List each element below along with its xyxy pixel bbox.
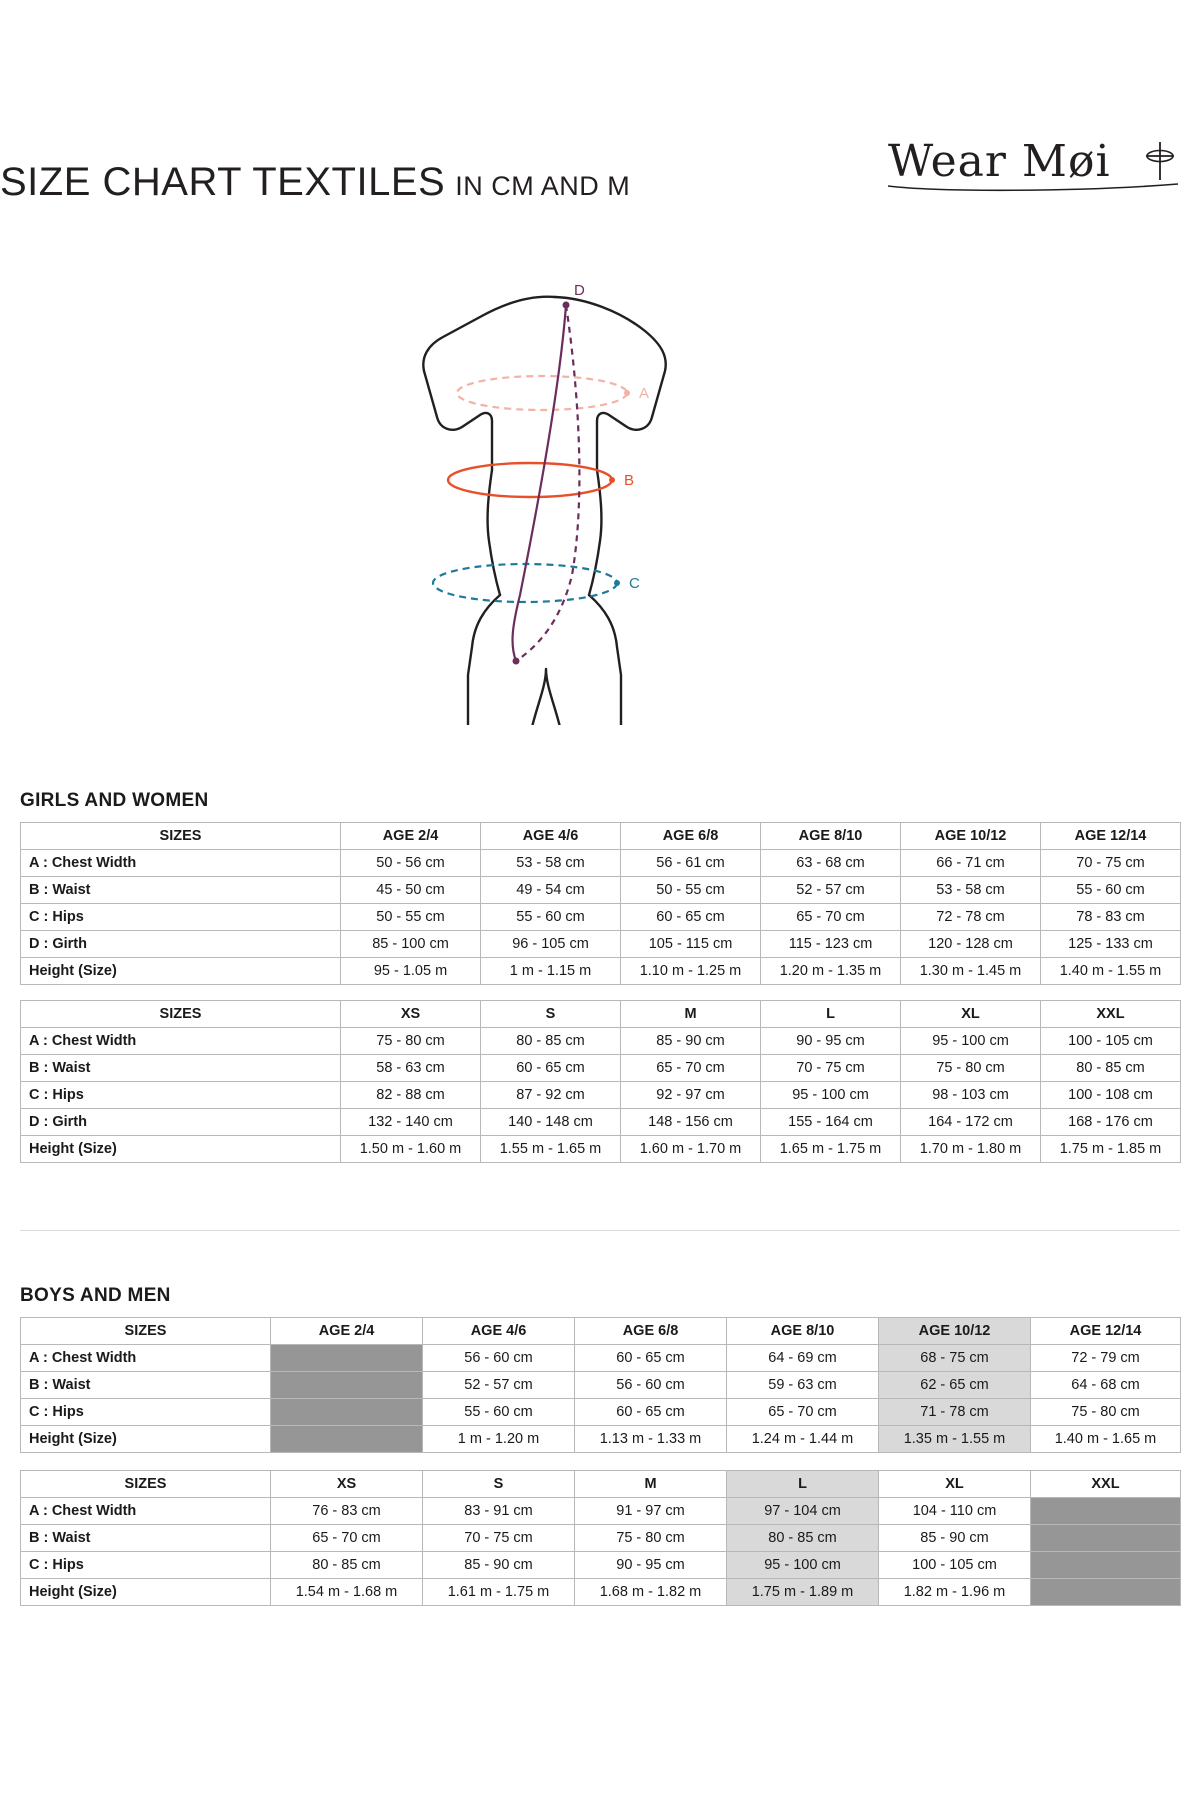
table-cell: 71 - 78 cm bbox=[879, 1399, 1031, 1426]
table-cell: 164 - 172 cm bbox=[901, 1109, 1041, 1136]
table-cell: 168 - 176 cm bbox=[1041, 1109, 1181, 1136]
table-row bbox=[21, 1372, 1181, 1399]
col-header: AGE 4/6 bbox=[481, 823, 621, 850]
col-header: AGE 4/6 bbox=[423, 1318, 575, 1345]
table-cell-empty bbox=[1031, 1579, 1181, 1606]
table-cell: 64 - 69 cm bbox=[727, 1345, 879, 1372]
col-header: AGE 12/14 bbox=[1041, 823, 1181, 850]
table-cell: 97 - 104 cm bbox=[727, 1498, 879, 1525]
table-row bbox=[21, 1399, 1181, 1426]
table-cell-empty bbox=[271, 1372, 423, 1399]
table-cell: 1.30 m - 1.45 m bbox=[901, 958, 1041, 985]
row-label: D : Girth bbox=[21, 1109, 341, 1136]
table-cell: 85 - 90 cm bbox=[879, 1525, 1031, 1552]
row-label: A : Chest Width bbox=[21, 850, 341, 877]
col-header: XXL bbox=[1041, 1001, 1181, 1028]
table-cell: 80 - 85 cm bbox=[1041, 1055, 1181, 1082]
table-cell: 50 - 55 cm bbox=[341, 904, 481, 931]
table-row bbox=[21, 1525, 1181, 1552]
col-header: AGE 6/8 bbox=[575, 1318, 727, 1345]
waist-label-b: B bbox=[624, 472, 635, 489]
table-row bbox=[21, 1028, 1181, 1055]
table-cell: 65 - 70 cm bbox=[761, 904, 901, 931]
page-title-sub: IN CM AND M bbox=[455, 171, 631, 201]
col-header: SIZES bbox=[21, 1471, 271, 1498]
table-cell: 59 - 63 cm bbox=[727, 1372, 879, 1399]
table-cell: 53 - 58 cm bbox=[481, 850, 621, 877]
col-header: AGE 10/12 bbox=[901, 823, 1041, 850]
table-cell: 100 - 105 cm bbox=[1041, 1028, 1181, 1055]
table-cell: 63 - 68 cm bbox=[761, 850, 901, 877]
body-diagram bbox=[0, 265, 1200, 725]
table-cell: 68 - 75 cm bbox=[879, 1345, 1031, 1372]
col-header: SIZES bbox=[21, 1001, 341, 1028]
logo-flourish-icon bbox=[878, 130, 1200, 210]
table-row bbox=[21, 958, 1181, 985]
table-cell: 60 - 65 cm bbox=[481, 1055, 621, 1082]
table-cell-empty bbox=[271, 1426, 423, 1453]
table-cell: 95 - 100 cm bbox=[727, 1552, 879, 1579]
table-cell: 75 - 80 cm bbox=[901, 1055, 1041, 1082]
table-cell: 148 - 156 cm bbox=[621, 1109, 761, 1136]
table-cell: 64 - 68 cm bbox=[1031, 1372, 1181, 1399]
table-row bbox=[21, 1136, 1181, 1163]
row-label: C : Hips bbox=[21, 1552, 271, 1579]
table-cell: 76 - 83 cm bbox=[271, 1498, 423, 1525]
table-row bbox=[21, 1082, 1181, 1109]
table-cell: 62 - 65 cm bbox=[879, 1372, 1031, 1399]
table-cell: 95 - 1.05 m bbox=[341, 958, 481, 985]
table-cell: 72 - 79 cm bbox=[1031, 1345, 1181, 1372]
col-header: AGE 2/4 bbox=[341, 823, 481, 850]
table-cell: 1.75 m - 1.89 m bbox=[727, 1579, 879, 1606]
page-header bbox=[0, 136, 1200, 230]
table-row bbox=[21, 1426, 1181, 1453]
table-row bbox=[21, 904, 1181, 931]
table-cell: 85 - 100 cm bbox=[341, 931, 481, 958]
table-cell: 1 m - 1.20 m bbox=[423, 1426, 575, 1453]
table-cell: 80 - 85 cm bbox=[481, 1028, 621, 1055]
table-cell: 1.40 m - 1.55 m bbox=[1041, 958, 1181, 985]
row-label: B : Waist bbox=[21, 1055, 341, 1082]
table-cell: 1.24 m - 1.44 m bbox=[727, 1426, 879, 1453]
table-cell: 70 - 75 cm bbox=[423, 1525, 575, 1552]
col-header: L bbox=[761, 1001, 901, 1028]
row-label: Height (Size) bbox=[21, 958, 341, 985]
col-header: XS bbox=[271, 1471, 423, 1498]
col-header: XL bbox=[901, 1001, 1041, 1028]
col-header: XL bbox=[879, 1471, 1031, 1498]
table-cell: 1.70 m - 1.80 m bbox=[901, 1136, 1041, 1163]
table-cell: 125 - 133 cm bbox=[1041, 931, 1181, 958]
section-divider bbox=[20, 1230, 1180, 1231]
table-cell: 1.10 m - 1.25 m bbox=[621, 958, 761, 985]
row-label: D : Girth bbox=[21, 931, 341, 958]
table-cell: 120 - 128 cm bbox=[901, 931, 1041, 958]
table-cell: 1.75 m - 1.85 m bbox=[1041, 1136, 1181, 1163]
girth-measure-line bbox=[513, 282, 586, 665]
table-cell: 85 - 90 cm bbox=[621, 1028, 761, 1055]
table-cell: 90 - 95 cm bbox=[575, 1552, 727, 1579]
hips-label-c: C bbox=[629, 575, 640, 592]
table-cell: 75 - 80 cm bbox=[341, 1028, 481, 1055]
table-cell: 155 - 164 cm bbox=[761, 1109, 901, 1136]
col-header: AGE 10/12 bbox=[879, 1318, 1031, 1345]
row-label: A : Chest Width bbox=[21, 1498, 271, 1525]
table-cell: 100 - 105 cm bbox=[879, 1552, 1031, 1579]
table-cell: 98 - 103 cm bbox=[901, 1082, 1041, 1109]
table-cell: 56 - 60 cm bbox=[423, 1345, 575, 1372]
table-cell: 83 - 91 cm bbox=[423, 1498, 575, 1525]
col-header: AGE 8/10 bbox=[761, 823, 901, 850]
measurement-figure bbox=[0, 265, 1200, 725]
table-girls-age bbox=[20, 822, 1181, 985]
table-cell: 1.54 m - 1.68 m bbox=[271, 1579, 423, 1606]
col-header: AGE 8/10 bbox=[727, 1318, 879, 1345]
table-cell: 1.35 m - 1.55 m bbox=[879, 1426, 1031, 1453]
table-cell: 1.50 m - 1.60 m bbox=[341, 1136, 481, 1163]
chest-label-a: A bbox=[639, 385, 650, 402]
table-row bbox=[21, 1498, 1181, 1525]
hips-measure-line bbox=[433, 564, 640, 602]
row-label: A : Chest Width bbox=[21, 1345, 271, 1372]
table-cell: 115 - 123 cm bbox=[761, 931, 901, 958]
table-cell: 96 - 105 cm bbox=[481, 931, 621, 958]
table-cell: 1.82 m - 1.96 m bbox=[879, 1579, 1031, 1606]
table-cell: 1.55 m - 1.65 m bbox=[481, 1136, 621, 1163]
table-cell: 53 - 58 cm bbox=[901, 877, 1041, 904]
table-cell-empty bbox=[1031, 1525, 1181, 1552]
table-cell: 95 - 100 cm bbox=[761, 1082, 901, 1109]
section-title-girls-women: GIRLS AND WOMEN bbox=[20, 790, 209, 811]
table-cell: 95 - 100 cm bbox=[901, 1028, 1041, 1055]
brand-logo-text: Wear Møi bbox=[888, 136, 1111, 187]
table-cell: 75 - 80 cm bbox=[1031, 1399, 1181, 1426]
table-cell: 56 - 61 cm bbox=[621, 850, 761, 877]
girth-label-d: D bbox=[574, 282, 585, 299]
col-header: S bbox=[423, 1471, 575, 1498]
table-cell: 132 - 140 cm bbox=[341, 1109, 481, 1136]
row-label: C : Hips bbox=[21, 1399, 271, 1426]
row-label: C : Hips bbox=[21, 904, 341, 931]
table-cell: 60 - 65 cm bbox=[575, 1345, 727, 1372]
table-cell: 70 - 75 cm bbox=[761, 1055, 901, 1082]
row-label: Height (Size) bbox=[21, 1136, 341, 1163]
row-label: Height (Size) bbox=[21, 1426, 271, 1453]
table-cell: 45 - 50 cm bbox=[341, 877, 481, 904]
table-cell: 52 - 57 cm bbox=[423, 1372, 575, 1399]
table-row bbox=[21, 1055, 1181, 1082]
table-row bbox=[21, 877, 1181, 904]
table-cell-empty bbox=[271, 1399, 423, 1426]
table-row bbox=[21, 850, 1181, 877]
table-cell: 70 - 75 cm bbox=[1041, 850, 1181, 877]
table-cell: 85 - 90 cm bbox=[423, 1552, 575, 1579]
table-cell: 104 - 110 cm bbox=[879, 1498, 1031, 1525]
table-cell: 1.13 m - 1.33 m bbox=[575, 1426, 727, 1453]
table-header-row bbox=[21, 1001, 1181, 1028]
table-cell: 1.68 m - 1.82 m bbox=[575, 1579, 727, 1606]
col-header: AGE 6/8 bbox=[621, 823, 761, 850]
table-cell-empty bbox=[1031, 1498, 1181, 1525]
col-header: XS bbox=[341, 1001, 481, 1028]
table-row bbox=[21, 1552, 1181, 1579]
table-row bbox=[21, 1345, 1181, 1372]
table-cell: 55 - 60 cm bbox=[1041, 877, 1181, 904]
col-header: M bbox=[621, 1001, 761, 1028]
table-row bbox=[21, 1579, 1181, 1606]
table-row bbox=[21, 1109, 1181, 1136]
table-cell-empty bbox=[271, 1345, 423, 1372]
table-cell: 80 - 85 cm bbox=[271, 1552, 423, 1579]
row-label: A : Chest Width bbox=[21, 1028, 341, 1055]
table-cell-empty bbox=[1031, 1552, 1181, 1579]
row-label: B : Waist bbox=[21, 877, 341, 904]
table-cell: 56 - 60 cm bbox=[575, 1372, 727, 1399]
table-cell: 1.65 m - 1.75 m bbox=[761, 1136, 901, 1163]
table-cell: 72 - 78 cm bbox=[901, 904, 1041, 931]
col-header: M bbox=[575, 1471, 727, 1498]
table-header-row bbox=[21, 1471, 1181, 1498]
row-label: B : Waist bbox=[21, 1525, 271, 1552]
col-header: SIZES bbox=[21, 823, 341, 850]
col-header: XXL bbox=[1031, 1471, 1181, 1498]
col-header: L bbox=[727, 1471, 879, 1498]
table-cell: 65 - 70 cm bbox=[621, 1055, 761, 1082]
table-cell: 1.60 m - 1.70 m bbox=[621, 1136, 761, 1163]
table-boys-age bbox=[20, 1317, 1181, 1453]
table-row bbox=[21, 931, 1181, 958]
row-label: B : Waist bbox=[21, 1372, 271, 1399]
col-header: SIZES bbox=[21, 1318, 271, 1345]
table-cell: 49 - 54 cm bbox=[481, 877, 621, 904]
table-cell: 1.40 m - 1.65 m bbox=[1031, 1426, 1181, 1453]
table-cell: 92 - 97 cm bbox=[621, 1082, 761, 1109]
table-cell: 91 - 97 cm bbox=[575, 1498, 727, 1525]
table-cell: 50 - 56 cm bbox=[341, 850, 481, 877]
table-cell: 50 - 55 cm bbox=[621, 877, 761, 904]
body-outline-icon bbox=[423, 297, 665, 725]
table-cell: 65 - 70 cm bbox=[271, 1525, 423, 1552]
table-cell: 55 - 60 cm bbox=[481, 904, 621, 931]
page-title bbox=[0, 160, 630, 205]
table-cell: 105 - 115 cm bbox=[621, 931, 761, 958]
section-title-boys-men: BOYS AND MEN bbox=[20, 1285, 171, 1306]
table-cell: 87 - 92 cm bbox=[481, 1082, 621, 1109]
table-cell: 60 - 65 cm bbox=[621, 904, 761, 931]
brand-logo bbox=[878, 130, 1200, 210]
table-cell: 78 - 83 cm bbox=[1041, 904, 1181, 931]
table-cell: 1 m - 1.15 m bbox=[481, 958, 621, 985]
table-cell: 75 - 80 cm bbox=[575, 1525, 727, 1552]
col-header: S bbox=[481, 1001, 621, 1028]
table-header-row bbox=[21, 823, 1181, 850]
table-cell: 66 - 71 cm bbox=[901, 850, 1041, 877]
table-girls-adult bbox=[20, 1000, 1181, 1163]
table-cell: 82 - 88 cm bbox=[341, 1082, 481, 1109]
col-header: AGE 12/14 bbox=[1031, 1318, 1181, 1345]
table-cell: 100 - 108 cm bbox=[1041, 1082, 1181, 1109]
table-cell: 1.61 m - 1.75 m bbox=[423, 1579, 575, 1606]
table-cell: 60 - 65 cm bbox=[575, 1399, 727, 1426]
row-label: Height (Size) bbox=[21, 1579, 271, 1606]
table-cell: 58 - 63 cm bbox=[341, 1055, 481, 1082]
page-title-main: SIZE CHART TEXTILES bbox=[0, 160, 446, 204]
table-cell: 140 - 148 cm bbox=[481, 1109, 621, 1136]
row-label: C : Hips bbox=[21, 1082, 341, 1109]
table-cell: 80 - 85 cm bbox=[727, 1525, 879, 1552]
table-cell: 55 - 60 cm bbox=[423, 1399, 575, 1426]
table-cell: 90 - 95 cm bbox=[761, 1028, 901, 1055]
table-boys-adult bbox=[20, 1470, 1181, 1606]
table-cell: 1.20 m - 1.35 m bbox=[761, 958, 901, 985]
table-header-row bbox=[21, 1318, 1181, 1345]
col-header: AGE 2/4 bbox=[271, 1318, 423, 1345]
table-cell: 65 - 70 cm bbox=[727, 1399, 879, 1426]
table-cell: 52 - 57 cm bbox=[761, 877, 901, 904]
